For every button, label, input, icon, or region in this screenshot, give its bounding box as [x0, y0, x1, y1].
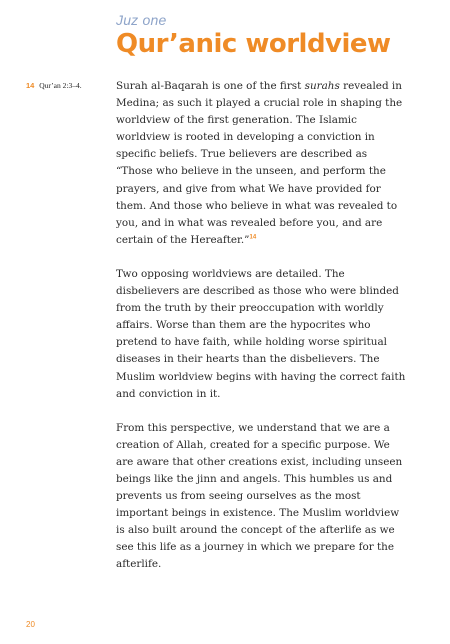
- footnote-ref[interactable]: 14: [249, 234, 257, 241]
- page-title: Qur’anic worldview: [116, 29, 391, 59]
- body-text: [116, 78, 406, 591]
- paragraph-1: [116, 78, 406, 249]
- sidenote: [26, 81, 82, 90]
- paragraph-1-part-2: revealed in Medina; as such it played a crucial role in shaping the worldview of the first generation. The Islamic worldview is rooted in developing a conviction in specific beliefs. True believers are described as “Those who believe in the unseen, and perform the prayers, and give from what We have provided for them. And those who believe in what was revealed to you, and in what was revealed before you, and are certain of the Hereafter.”: [116, 80, 403, 246]
- sidenote-number: 14: [26, 81, 35, 90]
- chapter-header: [116, 12, 391, 59]
- sidenote-text: Qur’an 2:3–4.: [39, 81, 82, 90]
- juz-label: [116, 12, 391, 28]
- juz-number: one: [142, 12, 167, 28]
- paragraph-1-part-1: Surah al-Baqarah is one of the first: [116, 80, 305, 92]
- paragraph-3: From this perspective, we understand that we are a creation of Allah, created for a specific purpose. We are aware that other creations exist, including unseen beings like the jinn and angels. This humbles us and prevents us from seeing ourselves as the most important beings in existence. The Muslim worldview is also built around the concept of the afterlife as we see this life as a journey in which we prepare for the afterlife.: [116, 421, 403, 571]
- paragraph-1-italic: surahs: [304, 80, 340, 92]
- paragraph-2: Two opposing worldviews are detailed. The disbelievers are described as those who were blinded from the truth by their preoccupation with worldly affairs. Worse than them are the hypocrites who pretend to have faith, while holding worse spiritual diseases in their hearts than the disbelievers. The Muslim worldview begins with having the correct faith and conviction in it.: [116, 267, 406, 400]
- page-number: 20: [26, 620, 35, 629]
- juz-word: Juz: [116, 12, 139, 28]
